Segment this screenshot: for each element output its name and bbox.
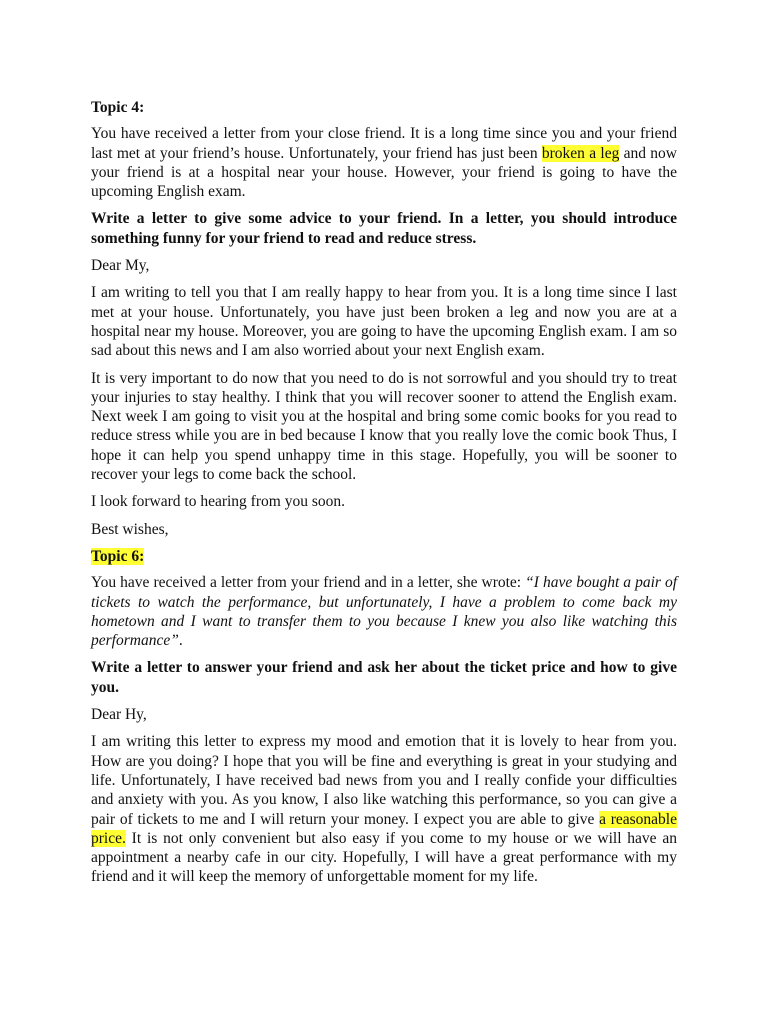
topic-6-salutation: Dear Hy,: [91, 706, 147, 724]
topic-6-prompt: [91, 573, 677, 650]
topic-4-salutation: Dear My,: [91, 257, 150, 275]
topic-6-title: [91, 547, 677, 566]
topic-6-prompt-end: .: [178, 632, 183, 650]
topic-4-paragraph-2: It is very important to do now that you need to do is not sorrowful and you should try to treat your injuries to stay healthy. I think that you will recover sooner to attend the English exam. Next week I am going to visit you at the hospital and bring some comic books for you read to reduce stress while you are in bed because I know that you really love the comic book Thus, I hope it can help you spend unhappy time in this stage. Hopefully, you will be sooner to recover your legs to come back the school.: [91, 369, 677, 484]
topic-4-prompt-text-b: and now your friend is at a hospital near your house. However, your friend is going to have the upcoming English exam.: [91, 144, 677, 201]
topic-6-instruction: Write a letter to answer your friend and ask her about the ticket price and how to give you.: [91, 659, 677, 696]
topic-6-paragraph-1: [91, 732, 677, 886]
document-page: [91, 98, 677, 895]
topic-6-highlight: a reasonable price.: [91, 810, 677, 847]
topic-4-instruction: Write a letter to give some advice to your friend. In a letter, you should introduce something funny for your friend to read and reduce stress.: [91, 210, 677, 247]
topic-4-title: Topic 4:: [91, 99, 145, 116]
topic-6-prompt-text: You have received a letter from your friend and in a letter, she wrote:: [91, 574, 526, 592]
topic-6-paragraph-text-a: I am writing this letter to express my mood and emotion that it is lovely to hear from you. How are you doing? I hope that you will be fine and everything is great in your studying and life. Unfortunately, I have received bad news from you and I really confide your difficulties and anxiety with you. As you know, I also like watching this performance, so you can give a pair of tickets to me and I will return your money. I expect you are able to give: [91, 733, 677, 828]
topic-4-paragraph-3: I look forward to hearing from you soon.: [91, 493, 345, 511]
topic-4-closing: Best wishes,: [91, 520, 169, 538]
topic-4-paragraph-1: I am writing to tell you that I am really happy to hear from you. It is a long time since I last met at your house. Unfortunately, you have just been broken a leg and now you are at a hospital near my house. Moreover, you are going to have the upcoming English exam. I am so sad about this news and I am also worried about your next English exam.: [91, 284, 677, 360]
topic-6-quote: “I have bought a pair of tickets to watch the performance, but unfortunately, I have a problem to come back my hometown and I want to transfer them to you because I knew you also like watching this performance”: [91, 574, 677, 650]
topic-6-paragraph-text-b: It is not only convenient but also easy if you come to my house or we will have an appointment a nearby cafe in our city. Hopefully, I will have a great performance with my friend and it will keep the memory of unforgettable moment for my life.: [91, 829, 677, 886]
topic-4-highlight: broken a leg: [541, 144, 620, 162]
topic-4-prompt-text-a: You have received a letter from your close friend. It is a long time since you and your friend last met at your friend’s house. Unfortunately, your friend has just been: [91, 125, 677, 162]
topic-4-prompt: [91, 124, 677, 201]
topic-6-title-highlight: Topic 6:: [91, 547, 145, 565]
